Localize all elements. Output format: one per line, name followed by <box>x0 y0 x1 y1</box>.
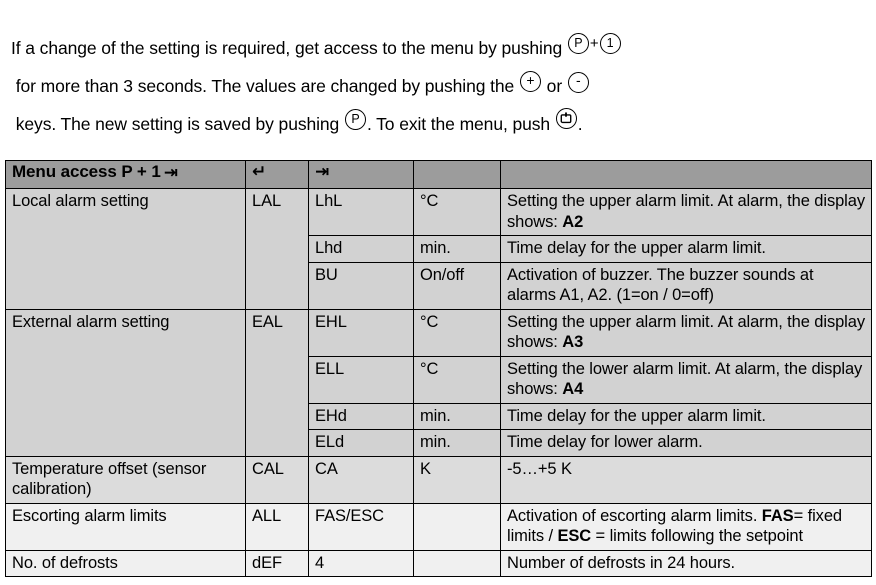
cell-unit <box>414 189 501 236</box>
cell-parameter <box>309 456 414 503</box>
code-label: EAL <box>252 312 283 331</box>
description-emphasis-2: ESC <box>557 527 592 545</box>
cell-description <box>501 503 872 550</box>
parameter-label: BU <box>315 265 338 284</box>
code-label: dEF <box>252 553 282 572</box>
cell-unit <box>414 262 501 309</box>
cell-unit <box>414 403 501 430</box>
enter-down-arrow-icon: ↵ <box>252 162 267 182</box>
header-parameter-column <box>309 161 414 189</box>
cell-parameter <box>309 236 414 263</box>
key-minus-icon: - <box>568 72 589 93</box>
unit-label: °C <box>420 312 439 331</box>
description-text: Activation of escorting alarm limits. <box>507 506 762 525</box>
cell-code <box>246 550 309 577</box>
parameter-label: 4 <box>315 553 325 572</box>
page-root <box>0 18 876 585</box>
description-text: Time delay for lower alarm. <box>507 433 703 451</box>
description-text: Activation of buzzer. The buzzer sounds at alarms A1, A2. (1=on / 0=off) <box>507 265 814 304</box>
cell-code <box>246 189 309 310</box>
menu-settings-table <box>5 160 872 577</box>
cell-parameter <box>309 403 414 430</box>
function-label: No. of defrosts <box>12 553 118 572</box>
cell-unit <box>414 236 501 263</box>
cell-unit <box>414 550 501 577</box>
description-text: Setting the upper alarm limit. At alarm, the display shows: <box>507 312 865 351</box>
tab-right-arrow-icon: ⇥ <box>163 163 178 183</box>
cell-description <box>501 550 872 577</box>
intro-text-part5: . To exit the menu, push <box>366 113 555 134</box>
cell-parameter <box>309 189 414 236</box>
key-p-icon: P <box>568 33 589 54</box>
cell-description <box>501 456 872 503</box>
cell-description <box>501 403 872 430</box>
description-text: Time delay for the upper alarm limit. <box>507 239 766 257</box>
cell-unit <box>414 503 501 550</box>
table-row <box>6 503 872 550</box>
header-menu-access-label: Menu access P + 1 <box>12 162 161 181</box>
intro-paragraph <box>0 18 876 143</box>
cell-code <box>246 309 309 456</box>
tab-right-arrow-icon: ⇥ <box>315 162 330 182</box>
description-emphasis: A4 <box>562 380 584 398</box>
parameter-label: LhL <box>315 192 343 210</box>
intro-text-part2: for more than 3 seconds. The values are changed by pushing the <box>11 75 519 96</box>
cell-function <box>6 503 246 550</box>
function-label: Escorting alarm limits <box>12 506 167 525</box>
key-plus-icon: + <box>520 71 541 92</box>
cell-description <box>501 430 872 457</box>
parameter-label: EHd <box>315 406 347 425</box>
cell-unit <box>414 456 501 503</box>
function-label: Local alarm setting <box>12 192 149 210</box>
parameter-label: EHL <box>315 312 347 331</box>
cell-description <box>501 356 872 403</box>
cell-unit <box>414 309 501 356</box>
unit-label: °C <box>420 192 439 210</box>
cell-parameter <box>309 550 414 577</box>
key-p-save-icon: P <box>345 109 366 130</box>
cell-code <box>246 503 309 550</box>
cell-code <box>246 456 309 503</box>
cell-description <box>501 189 872 236</box>
intro-text-part3: or <box>541 75 567 96</box>
parameter-label: Lhd <box>315 239 343 257</box>
cell-description <box>501 262 872 309</box>
parameter-label: FAS/ESC <box>315 506 384 525</box>
cell-description <box>501 309 872 356</box>
header-unit-column <box>414 161 501 189</box>
description-text: Setting the upper alarm limit. At alarm, the display shows: <box>507 192 865 231</box>
cell-description <box>501 236 872 263</box>
unit-label: min. <box>420 239 451 257</box>
code-label: ALL <box>252 506 282 525</box>
description-emphasis: A2 <box>562 212 584 231</box>
unit-label: On/off <box>420 265 465 284</box>
table-row <box>6 189 872 236</box>
cell-unit <box>414 356 501 403</box>
cell-function <box>6 456 246 503</box>
description-emphasis: A3 <box>562 333 584 351</box>
cell-function <box>6 550 246 577</box>
intro-text-part4: keys. The new setting is saved by pushing <box>11 113 344 134</box>
intro-text-part6: . <box>577 113 583 134</box>
power-standby-icon <box>556 108 577 129</box>
plus-separator: + <box>589 34 599 52</box>
description-text: Number of defrosts in 24 hours. <box>507 553 736 572</box>
function-label: Temperature offset (sensor calibration) <box>12 459 207 498</box>
cell-parameter <box>309 503 414 550</box>
header-description-column <box>501 161 872 189</box>
cell-function <box>6 189 246 310</box>
table-row <box>6 456 872 503</box>
description-emphasis: FAS <box>761 506 794 525</box>
table-header-row <box>6 161 872 189</box>
unit-label: min. <box>420 433 451 451</box>
parameter-label: ELL <box>315 359 345 378</box>
cell-parameter <box>309 356 414 403</box>
parameter-label: CA <box>315 459 338 478</box>
description-text-2: = fixed limits / <box>507 506 842 545</box>
parameter-label: ELd <box>315 433 345 451</box>
description-text-3: = limits following the setpoint <box>591 527 803 545</box>
cell-unit <box>414 430 501 457</box>
cell-parameter <box>309 309 414 356</box>
cell-function <box>6 309 246 456</box>
description-text: Setting the lower alarm limit. At alarm, the display shows: <box>507 359 863 398</box>
code-label: LAL <box>252 192 282 210</box>
unit-label: K <box>420 459 431 478</box>
unit-label: °C <box>420 359 439 378</box>
header-code-column <box>246 161 309 189</box>
description-text: -5…+5 K <box>507 459 572 478</box>
intro-text-part1: If a change of the setting is required, get access to the menu by pushing <box>11 37 567 58</box>
code-label: CAL <box>252 459 284 478</box>
cell-parameter <box>309 430 414 457</box>
cell-parameter <box>309 262 414 309</box>
table-row <box>6 550 872 577</box>
key-1-icon: 1 <box>600 33 621 54</box>
unit-label: min. <box>420 406 451 425</box>
function-label: External alarm setting <box>12 312 170 331</box>
table-row <box>6 309 872 356</box>
description-text: Time delay for the upper alarm limit. <box>507 406 766 425</box>
header-menu-access <box>6 161 246 189</box>
